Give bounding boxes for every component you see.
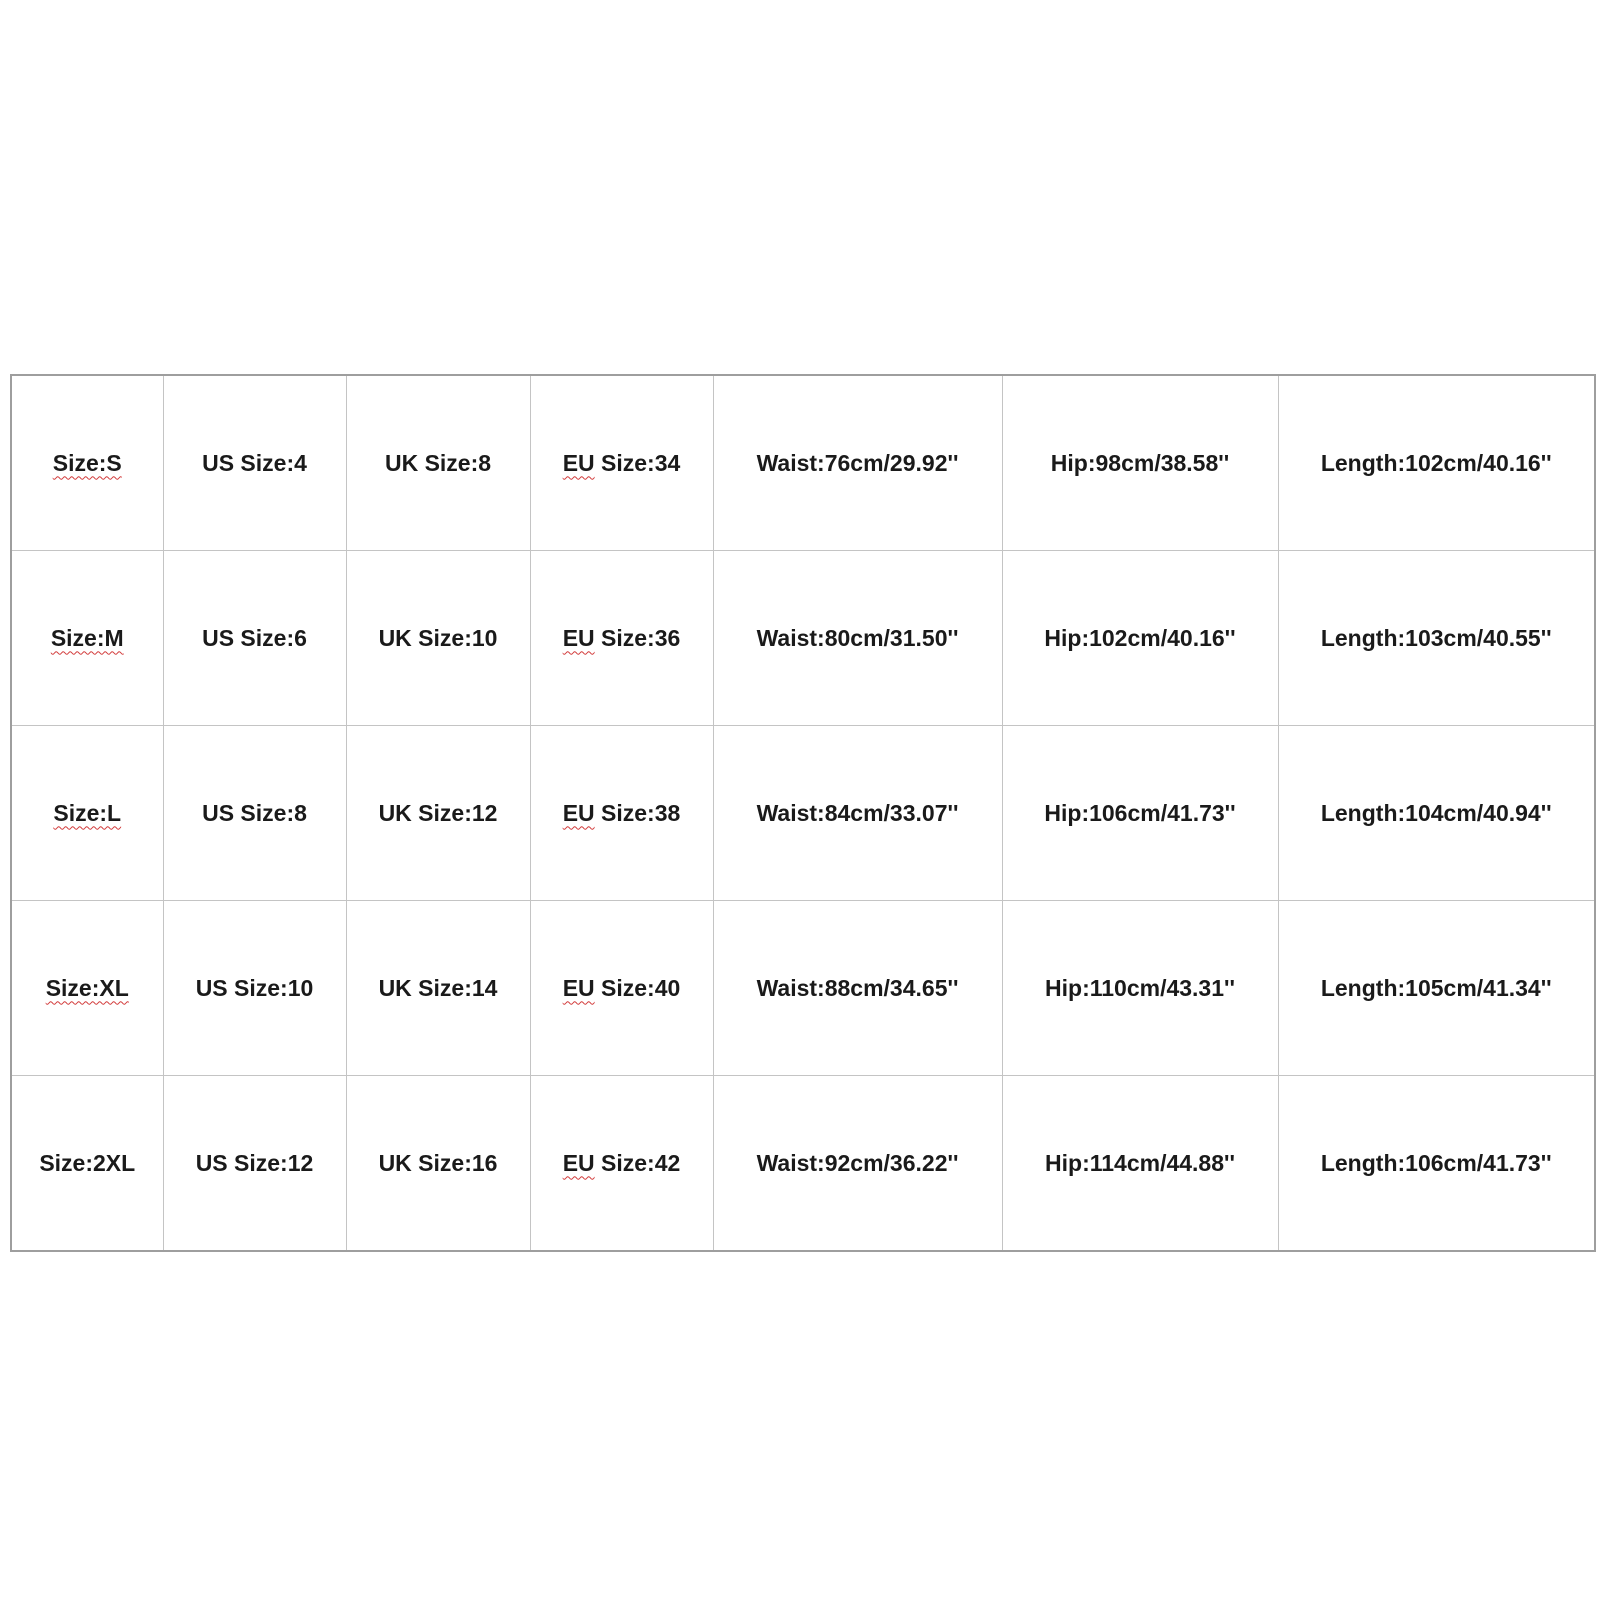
size-cell: Size:XL [11,901,163,1076]
size-cell: Size:S [11,375,163,551]
uk-size-cell: UK Size:16 [346,1076,530,1252]
hip-cell: Hip:102cm/40.16'' [1002,551,1278,726]
size-chart-table [10,374,1596,1252]
us-size-cell: US Size:6 [163,551,346,726]
eu-size-text: EU Size:40 [562,974,681,1001]
eu-size-text: EU Size:34 [562,449,681,476]
waist-cell: Waist:80cm/31.50'' [713,551,1002,726]
eu-size-cell [530,375,713,551]
uk-size-cell: UK Size:14 [346,901,530,1076]
us-size-cell: US Size:10 [163,901,346,1076]
size-cell: Size:L [11,726,163,901]
eu-prefix: EU [562,799,595,826]
eu-prefix: EU [562,449,595,476]
hip-cell: Hip:110cm/43.31'' [1002,901,1278,1076]
eu-size-text: EU Size:38 [562,799,681,826]
eu-size-cell [530,551,713,726]
uk-size-cell: UK Size:12 [346,726,530,901]
eu-size-text: EU Size:36 [562,624,681,651]
waist-cell: Waist:92cm/36.22'' [713,1076,1002,1252]
uk-size-cell: UK Size:10 [346,551,530,726]
table-row [11,375,1595,551]
hip-cell: Hip:114cm/44.88'' [1002,1076,1278,1252]
table-row [11,551,1595,726]
eu-prefix: EU [562,1149,595,1176]
table-row [11,726,1595,901]
waist-cell: Waist:76cm/29.92'' [713,375,1002,551]
length-cell: Length:104cm/40.94'' [1278,726,1595,901]
waist-cell: Waist:84cm/33.07'' [713,726,1002,901]
us-size-cell: US Size:12 [163,1076,346,1252]
length-cell: Length:106cm/41.73'' [1278,1076,1595,1252]
us-size-cell: US Size:4 [163,375,346,551]
eu-size-cell [530,901,713,1076]
uk-size-cell: UK Size:8 [346,375,530,551]
length-cell: Length:102cm/40.16'' [1278,375,1595,551]
hip-cell: Hip:98cm/38.58'' [1002,375,1278,551]
us-size-cell: US Size:8 [163,726,346,901]
table-row [11,901,1595,1076]
size-cell: Size:M [11,551,163,726]
table-row [11,1076,1595,1252]
eu-prefix: EU [562,974,595,1001]
eu-size-cell [530,1076,713,1252]
length-cell: Length:105cm/41.34'' [1278,901,1595,1076]
waist-cell: Waist:88cm/34.65'' [713,901,1002,1076]
hip-cell: Hip:106cm/41.73'' [1002,726,1278,901]
eu-size-cell [530,726,713,901]
length-cell: Length:103cm/40.55'' [1278,551,1595,726]
size-cell: Size:2XL [11,1076,163,1252]
eu-size-text: EU Size:42 [562,1149,681,1176]
eu-prefix: EU [562,624,595,651]
